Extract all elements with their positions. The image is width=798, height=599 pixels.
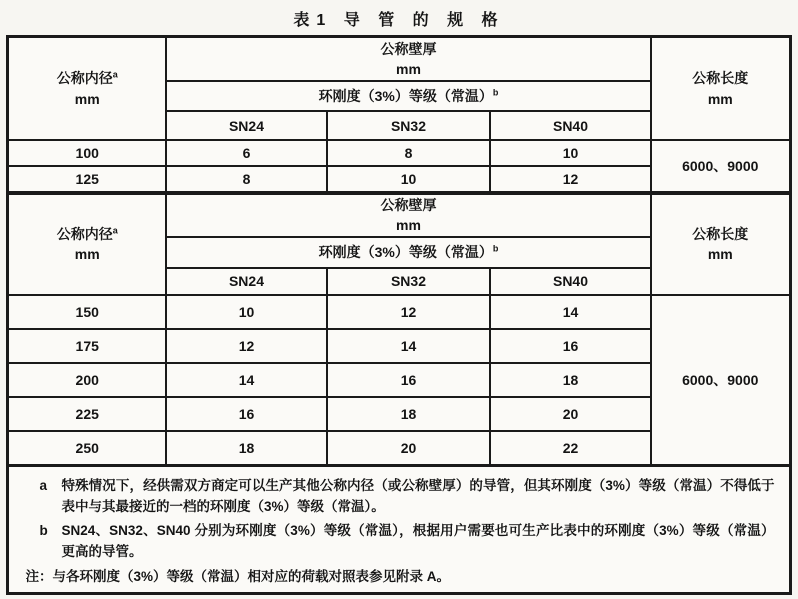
section1-sn40-header: SN40 — [490, 111, 651, 140]
footnotes-cell — [8, 465, 790, 593]
section1-inner-diameter-header — [8, 37, 166, 141]
section1-sn32-header: SN32 — [327, 111, 490, 140]
footnote-b — [19, 520, 774, 563]
sn32-value-cell: 18 — [327, 397, 490, 431]
footnote-b-ref: b — [492, 87, 499, 98]
table-row — [8, 140, 790, 166]
section1-sn24-header: SN24 — [166, 111, 327, 140]
footnote-b-text: SN24、SN32、SN40 分别为环刚度（3%）等级（常温），根据用户需要也可生产比表中的环刚度（3%）等级（常温）更高的导管。 — [61, 522, 775, 560]
section2-sn24-header: SN24 — [166, 268, 327, 295]
footnote-a-text: 特殊情况下，经供需双方商定可以生产其他公称内径（或公称壁厚）的导管，但其环刚度（3%）等级（常温）不得低于表中与其最接近的一档的环刚度（3%）等级（常温）。 — [61, 477, 775, 515]
sn40-value-cell: 22 — [490, 431, 651, 466]
footnote-a — [19, 475, 774, 518]
sn40-value-cell: 10 — [490, 140, 651, 166]
section1-header-row1 — [8, 37, 790, 82]
sn24-value-cell: 12 — [166, 329, 327, 363]
sn24-value-cell: 16 — [166, 397, 327, 431]
section1-length-value-cell: 6000、9000 — [651, 140, 790, 193]
inner-diameter-label: 公称内径 — [56, 70, 113, 87]
section2-length-header — [651, 193, 790, 295]
length-unit: mm — [707, 90, 733, 107]
wall-thickness-label: 公称壁厚 — [380, 197, 437, 213]
table-title: 表1 导 管 的 规 格 — [293, 12, 505, 29]
sn24-value-cell: 18 — [166, 431, 327, 466]
sn40-value-cell: 16 — [490, 329, 651, 363]
footnote-b-marker: b — [39, 522, 48, 538]
length-unit: mm — [707, 246, 733, 263]
diameter-cell: 175 — [8, 329, 166, 363]
diameter-cell: 150 — [8, 295, 166, 329]
sn32-value-cell: 14 — [327, 329, 490, 363]
stiffness-label: 环刚度（3%）等级（常温） — [318, 244, 493, 261]
sn32-value-cell: 8 — [327, 140, 490, 166]
sn40-value-cell: 14 — [490, 295, 651, 329]
section1-length-header — [651, 37, 790, 141]
wall-thickness-unit: mm — [396, 217, 421, 234]
sn40-value-cell: 20 — [490, 397, 651, 431]
footnote-a-ref: a — [112, 225, 118, 236]
spec-table — [6, 35, 791, 595]
sn32-value-cell: 12 — [327, 295, 490, 329]
section2-stiffness-header — [166, 237, 651, 268]
sn24-value-cell: 14 — [166, 363, 327, 397]
diameter-cell: 225 — [8, 397, 166, 431]
wall-thickness-label: 公称壁厚 — [380, 40, 437, 57]
diameter-cell: 200 — [8, 363, 166, 397]
section1-stiffness-header — [166, 81, 651, 111]
footnote-a-ref: a — [112, 69, 118, 80]
section2-inner-diameter-header — [8, 193, 166, 295]
section2-sn40-header: SN40 — [490, 268, 651, 295]
diameter-cell: 100 — [8, 140, 166, 166]
section2-header-row1 — [8, 193, 790, 237]
table-row — [8, 295, 790, 329]
footnote-b-ref: b — [492, 243, 499, 254]
footnotes-row — [8, 465, 790, 593]
sn32-value-cell: 10 — [327, 166, 490, 193]
sn32-value-cell: 16 — [327, 363, 490, 397]
section2-wall-thickness-header — [166, 193, 651, 237]
stiffness-label: 环刚度（3%）等级（常温） — [318, 88, 493, 104]
diameter-cell: 125 — [8, 166, 166, 193]
length-label: 公称长度 — [692, 70, 749, 87]
inner-diameter-unit: mm — [74, 246, 100, 263]
sn40-value-cell: 18 — [490, 363, 651, 397]
section1-wall-thickness-header — [166, 37, 651, 82]
footnote-a-marker: a — [39, 477, 47, 493]
sn32-value-cell: 20 — [327, 431, 490, 466]
sn24-value-cell: 10 — [166, 295, 327, 329]
sn24-value-cell: 6 — [166, 140, 327, 166]
sn40-value-cell: 12 — [490, 166, 651, 193]
diameter-cell: 250 — [8, 431, 166, 466]
section2-length-value-cell: 6000、9000 — [651, 295, 790, 466]
wall-thickness-unit: mm — [396, 61, 421, 77]
length-label: 公称长度 — [692, 226, 749, 242]
sn24-value-cell: 8 — [166, 166, 327, 193]
section2-sn32-header: SN32 — [327, 268, 490, 295]
general-note: 注：与各环刚度（3%）等级（常温）相对应的荷载对照表参见附录 A。 — [25, 568, 450, 584]
inner-diameter-unit: mm — [74, 90, 100, 107]
inner-diameter-label: 公称内径 — [56, 226, 113, 242]
